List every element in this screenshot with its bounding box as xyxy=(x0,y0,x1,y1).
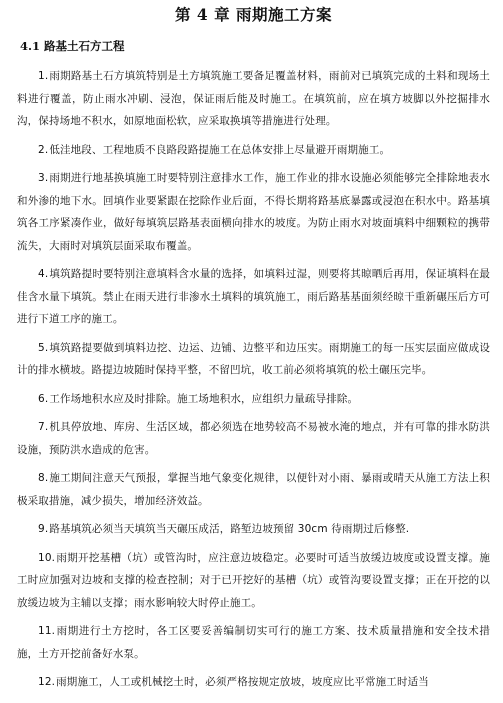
paragraph xyxy=(17,65,490,133)
paragraph-text: 雨期路基土石方填筑特别是土方填筑施工要备足覆盖材料，雨前对已填筑完成的土料和现场土料进行覆盖，防止雨水冲刷、浸泡，保证雨后能及时施工。在填筑前，应在填方坡脚以外挖掘排水沟，保持场地不积水，如原地面松软，应采取换填等措施进行处理。 xyxy=(17,70,490,127)
paragraph xyxy=(17,139,490,162)
paragraph-text: 雨期开挖基槽（坑）或管沟时，应注意边坡稳定。必要时可适当放缓边坡度或设置支撑。施工时应加强对边坡和支撑的检查控制；对于已开挖好的基槽（坑）或管沟要设置支撑；正在开挖的以放缓边坡为主辅以支撑；雨水影响较大时停止施工。 xyxy=(17,551,490,609)
paragraph xyxy=(17,671,490,694)
paragraph xyxy=(17,337,490,382)
chapter-title: 第 4 章 雨期施工方案 xyxy=(175,5,332,24)
paragraph-text: 低洼地段、工程地质不良路段路提施工在总体安排上尽量避开雨期施工。 xyxy=(49,143,391,156)
paragraph xyxy=(17,547,490,615)
paragraph-number: 5. xyxy=(38,341,49,354)
paragraph-number: 10. xyxy=(38,551,56,564)
paragraph-number: 2. xyxy=(38,143,49,156)
paragraph-number: 3. xyxy=(38,172,49,184)
paragraph xyxy=(17,416,490,461)
paragraph-text: 雨期施工，人工或机械挖土时，必须严格按规定放坡，坡度应比平常施工时适当 xyxy=(56,676,429,688)
paragraph-number: 11. xyxy=(38,625,56,637)
paragraph xyxy=(17,167,490,257)
paragraph-text: 雨期进行土方挖时，各工区要妥善编制切实可行的施工方案、技术质量措施和安全技术措施，土方开挖前备好水泵。 xyxy=(17,625,490,660)
paragraph-text: 填筑路提要做到填料边挖、边运、边铺、边整平和边压实。雨期施工的每一压实层面应做成设计的排水横坡。路提边坡随时保持平整，不留凹坑，收工前必须将填筑的松土碾压完毕。 xyxy=(17,341,490,376)
paragraph-text: 雨期进行地基换填施工时要特别注意排水工作，施工作业的排水设施必须能够完全排除地表水和外渗的地下水。回填作业要紧跟在挖除作业后面，不得长期将路基底暴露或浸泡在积水中。路基填筑各工序紧凑作业，做好每填筑层路基表面横向排水的坡度。为防止雨水对坡面填料中细颗粒的携带流失，大雨时对填筑层面采取布覆盖。 xyxy=(17,172,490,252)
paragraph-number: 4. xyxy=(38,268,49,280)
paragraph-number: 1. xyxy=(38,70,49,82)
paragraph xyxy=(17,467,490,512)
paragraph xyxy=(17,620,490,665)
paragraph xyxy=(17,263,490,331)
paragraph-number: 6. xyxy=(38,392,49,405)
paragraph-text: 工作场地积水应及时排除。施工场地积水，应组织力量疏导排除。 xyxy=(49,392,359,405)
paragraph-list xyxy=(17,65,490,694)
paragraph xyxy=(17,518,490,541)
paragraph-text: 路基填筑必须当天填筑当天碾压成活，路堑边坡预留 30cm 待雨期过后修整. xyxy=(49,523,410,535)
paragraph-text: 机具停放地、库房、生活区域，都必须选在地势较高不易被水淹的地点，并有可靠的排水防洪设施，预防洪水造成的危害。 xyxy=(17,421,490,456)
paragraph-text: 填筑路提时要特别注意填料含水量的选择，如填料过湿，则要将其晾晒后再用，保证填料在最佳含水量下填筑。禁止在雨天进行非渗水土填料的填筑施工，雨后路基基面须经晾干重新碾压后方可进行下道工序的施工。 xyxy=(17,268,490,325)
paragraph-number: 8. xyxy=(38,472,49,484)
paragraph-number: 12. xyxy=(38,676,56,688)
paragraph-number: 9. xyxy=(38,523,49,535)
section-title: 4.1 路基土石方工程 xyxy=(20,39,125,53)
paragraph-text: 施工期间注意天气预报，掌握当地气象变化规律，以便针对小雨、暴雨或晴天从施工方法上积极采取措施，减少损失，增加经济效益。 xyxy=(17,472,490,507)
paragraph-number: 7. xyxy=(38,421,49,433)
paragraph xyxy=(17,388,490,411)
